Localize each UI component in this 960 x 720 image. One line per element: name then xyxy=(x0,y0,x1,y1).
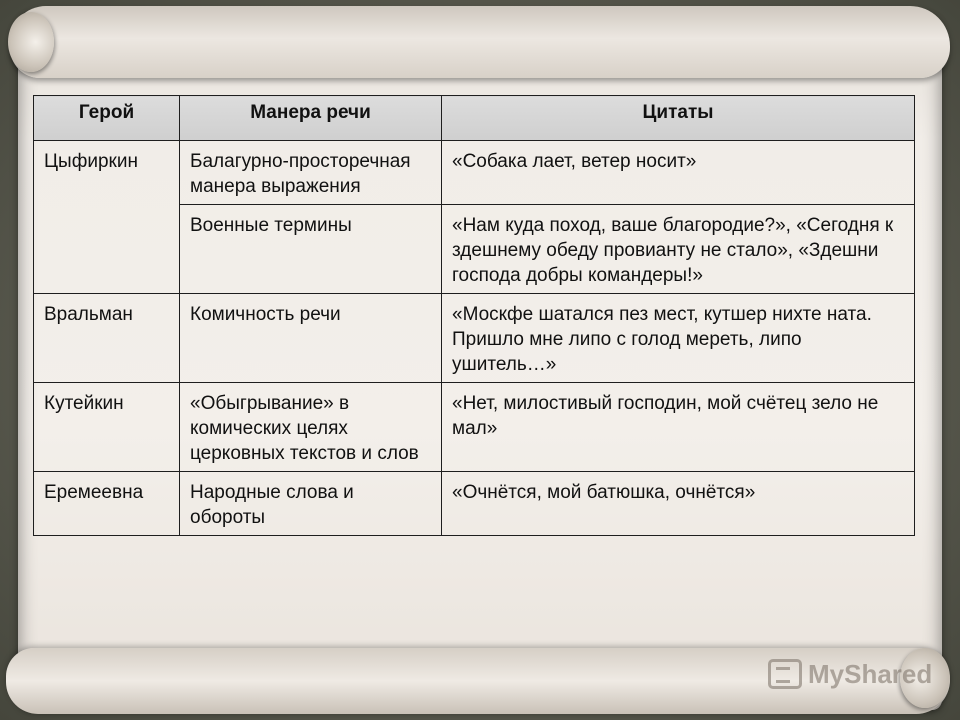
watermark-text: MyShared xyxy=(808,658,933,689)
table-header-row xyxy=(34,96,915,141)
quote-cell: «Нет, милостивый господин, мой счётец зело не мал» xyxy=(442,383,915,472)
manner-cell: Военные термины xyxy=(180,205,442,294)
quote-cell: «Очнётся, мой батюшка, очнётся» xyxy=(442,472,915,536)
table-row xyxy=(34,383,915,472)
header-hero: Герой xyxy=(34,96,180,141)
scroll-left-curl xyxy=(8,12,54,72)
speech-characteristics-table xyxy=(33,95,915,536)
hero-cell: Вральман xyxy=(34,294,180,383)
header-quotes: Цитаты xyxy=(442,96,915,141)
manner-cell: «Обыгрывание» в комических целях церковных текстов и слов xyxy=(180,383,442,472)
manner-cell: Комичность речи xyxy=(180,294,442,383)
quote-cell: «Москфе шатался пез мест, кутшер нихте ната. Пришло мне липо с голод мереть, липо ушитель…» xyxy=(442,294,915,383)
manner-cell: Балагурно-просторечная манера выражения xyxy=(180,141,442,205)
header-manner: Манера речи xyxy=(180,96,442,141)
table-row xyxy=(34,294,915,383)
table-row xyxy=(34,141,915,205)
manner-cell: Народные слова и обороты xyxy=(180,472,442,536)
table-row xyxy=(34,472,915,536)
hero-cell: Еремеевна xyxy=(34,472,180,536)
hero-cell: Цыфиркин xyxy=(34,141,180,294)
scroll-top-roll xyxy=(10,6,950,78)
quote-cell: «Собака лает, ветер носит» xyxy=(442,141,915,205)
presentation-board-icon xyxy=(768,659,802,689)
myshared-watermark xyxy=(768,656,932,692)
quote-cell: «Нам куда поход, ваше благородие?», «Сегодня к здешнему обеду провианту не стало», «Здешни господа добры командеры!» xyxy=(442,205,915,294)
hero-cell: Кутейкин xyxy=(34,383,180,472)
